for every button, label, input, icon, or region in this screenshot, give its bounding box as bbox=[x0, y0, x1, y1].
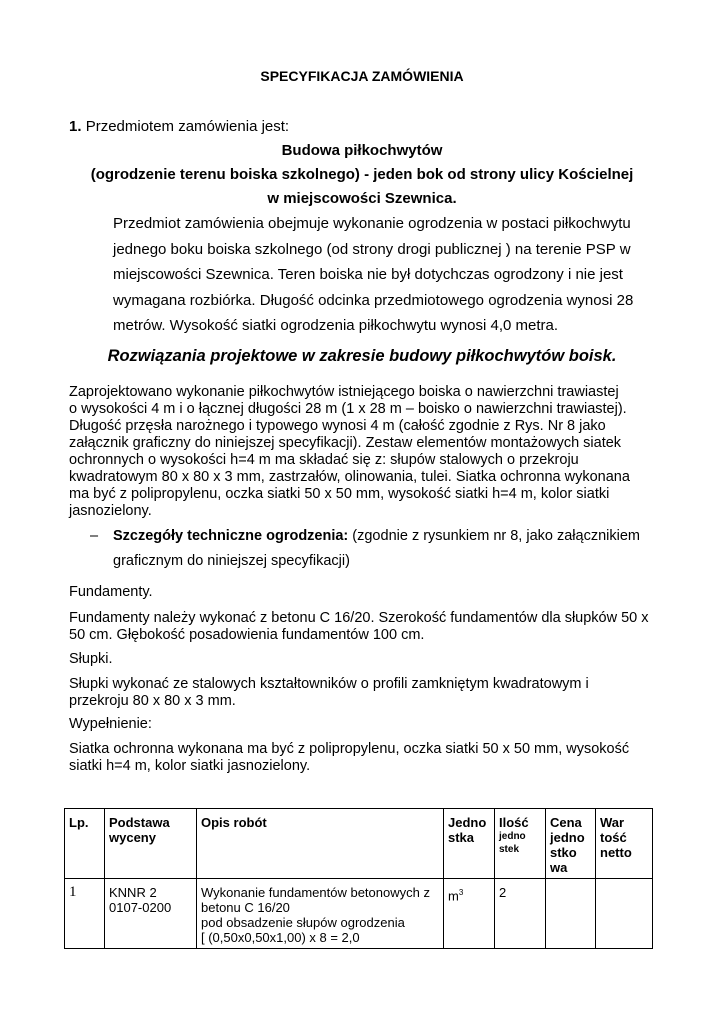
header-unit-price: Cena jedno stko wa bbox=[546, 809, 596, 879]
scope-paragraph-line: Przedmiot zamówienia obejmuje wykonanie ogrodzenia w postaci piłkochwytu bbox=[113, 215, 631, 232]
subject-line-3: w miejscowości Szewnica. bbox=[267, 190, 457, 207]
row-quantity: 2 bbox=[495, 879, 546, 949]
header-description: Opis robót bbox=[197, 809, 444, 879]
infill-text-line: Siatka ochronna wykonana ma być z polipropylenu, oczka siatki 50 x 50 mm, wysokość bbox=[69, 741, 630, 757]
foundations-text-line: 50 cm. Głębokość posadowienia fundamentów 100 cm. bbox=[69, 627, 425, 643]
technical-details-line-2: graficznym do niniejszej specyfikacji) bbox=[113, 553, 350, 569]
row-lp: 1 bbox=[65, 879, 105, 949]
scope-paragraph-line: miejscowości Szewnica. Teren boiska nie był dotychczas ogrodzony i nie jest bbox=[113, 266, 623, 283]
header-basis: Podstawa wyceny bbox=[105, 809, 197, 879]
table-row bbox=[65, 879, 653, 949]
header-net-value: War tość netto bbox=[596, 809, 653, 879]
design-text-line: ochronnych o wysokości h=4 m ma składać się z: słupów stalowych o przekroju bbox=[69, 452, 579, 468]
subject-line-1: Budowa piłkochwytów bbox=[281, 142, 443, 159]
row-basis: KNNR 2 0107-0200 bbox=[105, 879, 197, 949]
posts-text-line: Słupki wykonać ze stalowych kształtowników o profili zamkniętym kwadratowym i bbox=[69, 676, 589, 692]
section-intro-text: Przedmiotem zamówienia jest: bbox=[85, 118, 290, 135]
document-title: SPECYFIKACJA ZAMÓWIENIA bbox=[260, 68, 464, 84]
design-heading: Rozwiązania projektowe w zakresie budowy piłkochwytów boisk. bbox=[107, 347, 617, 365]
design-text-line: ma być z polipropylenu, oczka siatki 50 x 50 mm, wysokość siatki h=4 m, kolor siatki bbox=[69, 486, 610, 502]
infill-heading: Wypełnienie: bbox=[69, 716, 152, 732]
design-text-line: Zaprojektowano wykonanie piłkochwytów istniejącego boiska o nawierzchni trawiastej bbox=[69, 384, 619, 400]
design-text-line: kwadratowym 80 x 80 x 3 mm, zastrzałów, olinowania, tulei. Siatka ochronna wykonana bbox=[69, 469, 630, 485]
foundations-heading: Fundamenty. bbox=[69, 584, 153, 600]
design-text-line: załącznik graficzny do niniejszej specyfikacji). Zestaw elementów montażowych siatek bbox=[69, 435, 622, 451]
scope-paragraph-line: jednego boku boiska szkolnego (od strony drogi publicznej ) na terenie PSP w bbox=[113, 241, 631, 258]
row-unit: $m^3$ bbox=[444, 879, 495, 949]
foundations-text-line: Fundamenty należy wykonać z betonu C 16/20. Szerokość fundamentów dla słupków 50 x bbox=[69, 610, 649, 626]
subject-line-2: (ogrodzenie terenu boiska szkolnego) - jeden bok od strony ulicy Kościelnej bbox=[90, 166, 634, 183]
design-text-line: Długość przęsła narożnego i typowego wynosi 4 m (całość zgodnie z Rys. Nr 8 jako bbox=[69, 418, 606, 434]
row-description: Wykonanie fundamentów betonowych z betonu C 16/20 pod obsadzenie słupów ogrodzenia [ (0,50x0,50x1,00) x 8 = 2,0 bbox=[197, 879, 444, 949]
design-text-line: jasnozielony. bbox=[69, 503, 152, 519]
scope-paragraph-line: metrów. Wysokość siatki ogrodzenia piłkochwytu wynosi 4,0 metra. bbox=[113, 317, 559, 334]
scope-paragraph-line: wymagana rozbiórka. Długość odcinka przedmiotowego ogrodzenia wynosi 28 bbox=[113, 292, 634, 309]
posts-text-line: przekroju 80 x 80 x 3 mm. bbox=[69, 693, 236, 709]
table-header-row bbox=[65, 809, 653, 879]
row-unit-price bbox=[546, 879, 596, 949]
row-net-value bbox=[596, 879, 653, 949]
header-lp: Lp. bbox=[65, 809, 105, 879]
infill-text-line: siatki h=4 m, kolor siatki jasnozielony. bbox=[69, 758, 311, 774]
header-unit: Jedno stka bbox=[444, 809, 495, 879]
section-number: 1. bbox=[69, 118, 82, 135]
header-quantity: Ilość jedno stek bbox=[495, 809, 546, 879]
posts-heading: Słupki. bbox=[69, 651, 113, 667]
technical-details-note: (zgodnie z rysunkiem nr 8, jako załącznikiem bbox=[348, 528, 640, 544]
technical-details-label: Szczegóły techniczne ogrodzenia: bbox=[113, 528, 349, 544]
design-text-line: o wysokości 4 m i o łącznej długości 28 m (1 x 28 m – boisko o nawierzchni trawiastej). bbox=[69, 401, 627, 417]
technical-details-line bbox=[113, 528, 640, 544]
bullet-marker: – bbox=[90, 528, 99, 544]
section-1-intro bbox=[69, 118, 289, 135]
cost-table bbox=[64, 808, 653, 949]
